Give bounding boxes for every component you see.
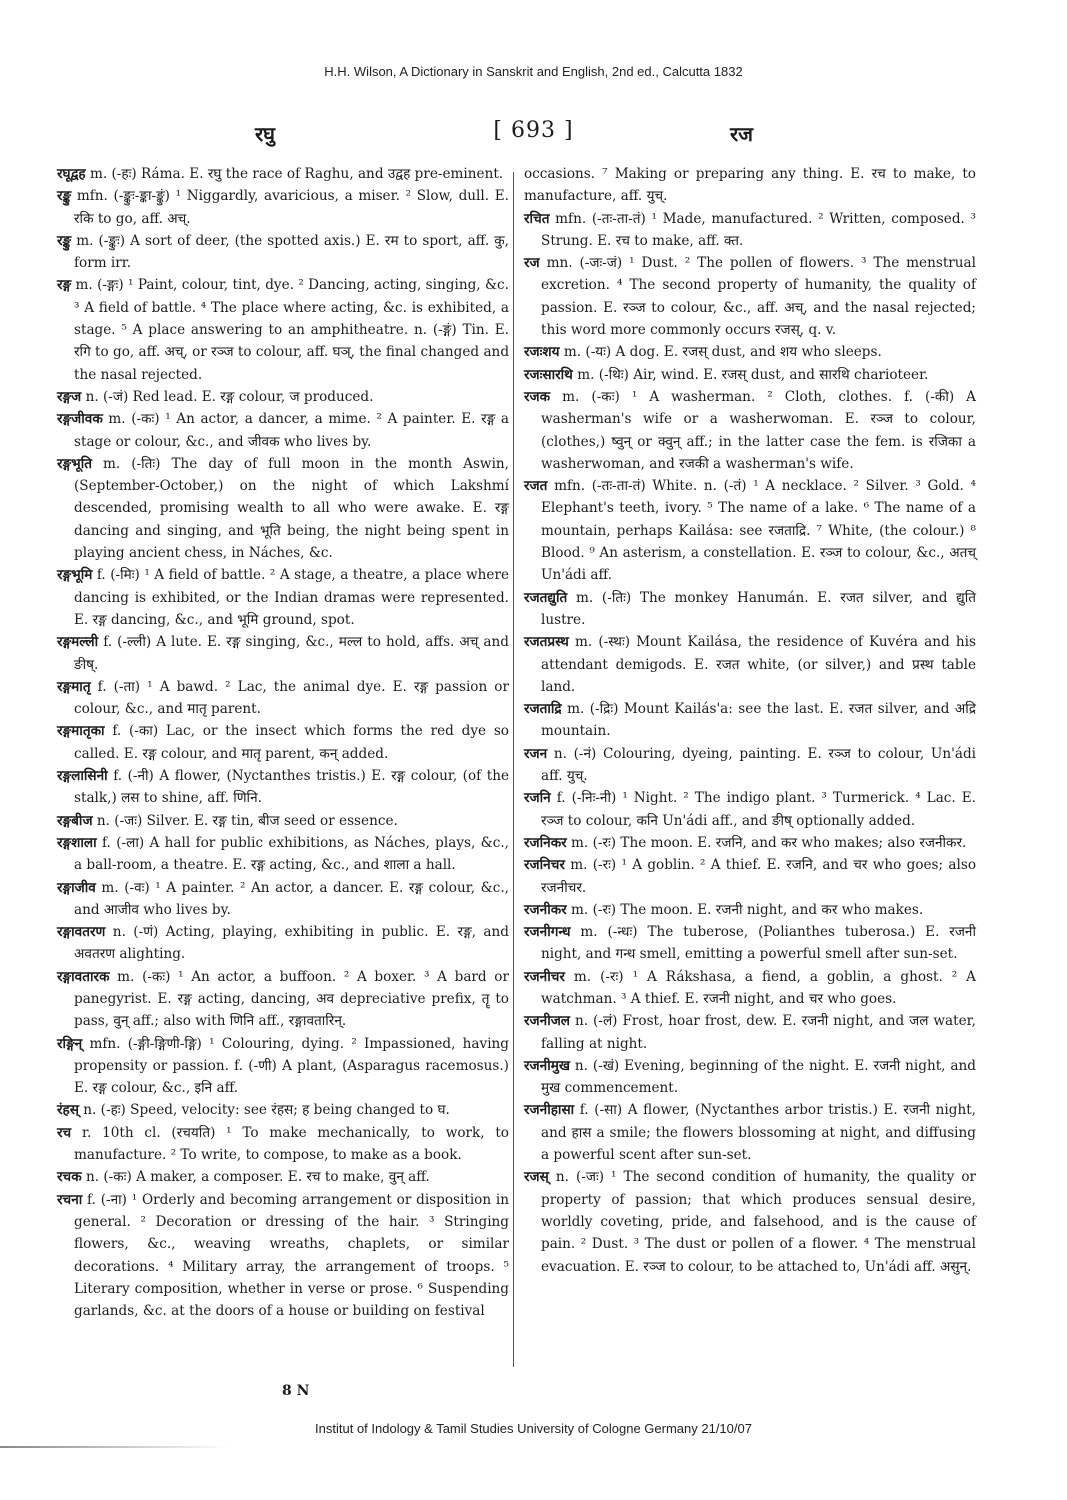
dictionary-entry	[57, 1189, 509, 1323]
entry-headword: रजत	[524, 478, 548, 495]
dictionary-entry	[524, 208, 976, 253]
entry-definition: m. (-रः) The moon. E. रजनि, and कर who makes; also रजनीकर.	[566, 834, 967, 851]
entry-definition: mfn. (-तः-ता-तं) ¹ Made, manufactured. ² Written, composed. ³ Strung. E. रच to make, aff. क्त.	[541, 210, 976, 249]
dictionary-entry	[57, 877, 509, 922]
entry-definition: mfn. (-ङ्गी-ङ्गिणी-ङ्गि) ¹ Colouring, dying. ² Impassioned, having propensity or passion. f. (-णी) A plant, (Asparagus racemosus.) E. रङ्ग colour, &c., इनि aff.	[74, 1035, 509, 1097]
entry-headword: रजनीकर	[524, 901, 567, 918]
entry-definition: f. (-ना) ¹ Orderly and becoming arrangement or disposition in general. ² Decoration or dressing of the hair. ³ Stringing flowers, &c., weaving wreaths, chaplets, or similar decorations. ⁴ Military array, the arrangement of troops. ⁵ Literary composition, whether in verse or prose. ⁶ Suspending garlands, &c. at the doors of a house or building on festival	[74, 1191, 509, 1320]
entry-headword: रज	[524, 255, 540, 272]
entry-definition: m. (-कः) ¹ A washerman. ² Cloth, clothes. f. (-की) A washerman's wife or a washerwoman. E. रञ्ज to colour, (clothes,) ष्वुन् or क्वुन् aff.; in the latter case the fem. is रजिका a washerwoman, and रजकी a washerman's wife.	[541, 388, 976, 472]
left-column	[57, 163, 509, 1322]
dictionary-entry	[524, 163, 976, 208]
dictionary-entry	[524, 832, 976, 854]
entry-definition: m. (-हः) Ráma. E. रघु the race of Raghu, and उद्वह pre-eminent.	[85, 166, 504, 182]
entry-definition: m. (-ङ्कुः) A sort of deer, (the spotted axis.) E. रम to sport, aff. कु, form irr.	[71, 232, 509, 272]
dictionary-entry	[57, 564, 509, 631]
column-divider	[513, 172, 514, 1367]
source-credit: H.H. Wilson, A Dictionary in Sanskrit and English, 2nd ed., Calcutta 1832	[324, 64, 743, 79]
dictionary-entry	[57, 921, 509, 966]
entry-definition: mfn. (-ङ्कुः-ङ्का-ङ्कुं) ¹ Niggardly, avaricious, a miser. ² Slow, dull. E. रकि to go, aff. अच्.	[71, 188, 509, 227]
digitization-credit: Institut of Indology & Tamil Studies University of Cologne Germany 21/10/07	[315, 1421, 752, 1436]
running-head	[0, 118, 1067, 148]
entry-definition: n. (-जः) Silver. E. रङ्ग tin, बीज seed or essence.	[92, 812, 398, 829]
dictionary-entry	[524, 899, 976, 921]
entry-headword: रजस्	[524, 1169, 549, 1186]
entry-headword: रङ्गावतरण	[57, 924, 106, 941]
entry-headword: रङ्कु	[57, 188, 72, 205]
entry-definition: n. (-हः) Speed, velocity: see रंहस; ह being changed to घ.	[78, 1102, 450, 1119]
entry-headword: रङ्गिन्	[57, 1035, 83, 1052]
dictionary-entry	[524, 1055, 976, 1100]
scan-edge-mark	[0, 1446, 230, 1448]
dictionary-entry	[57, 1033, 509, 1100]
entry-definition: m. (-द्रिः) Mount Kailás'a: see the last. E. रजत silver, and अद्रि mountain.	[541, 701, 976, 740]
entry-definition: f. (-ता) ¹ A bawd. ² Lac, the animal dye. E. रङ्ग passion or colour, &c., and मातृ parent.	[74, 678, 509, 718]
dictionary-entry	[57, 1099, 509, 1121]
entry-definition: f. (-निः-नी) ¹ Night. ² The indigo plant. ³ Turmerick. ⁴ Lac. E. रञ्ज to colour, कनि Un'ádi aff., and ङीष् optionally added.	[541, 790, 976, 829]
entry-definition: m. (-तिः) The monkey Hanumán. E. रजत silver, and द्युति lustre.	[541, 589, 976, 628]
dictionary-entry	[524, 1099, 976, 1166]
dictionary-entry	[524, 341, 976, 363]
entry-headword: रङ्गशाला	[57, 834, 97, 851]
entry-headword: रङ्गमल्ली	[57, 634, 99, 651]
entry-headword: रङ्गमातृ	[57, 678, 91, 695]
dictionary-entry	[524, 966, 976, 1011]
dictionary-entry	[57, 966, 509, 1033]
entry-definition: f. (-का) Lac, or the insect which forms the red dye so called. E. रङ्ग colour, and मातृ parent, कन् added.	[74, 723, 509, 762]
entry-definition: f. (-नी) A flower, (Nyctanthes tristis.) E. रङ्ग colour, (of the stalk,) लस to shine, aff. णिनि.	[74, 768, 509, 807]
running-head-left: रघु	[255, 122, 275, 146]
entry-headword: रजःसारथि	[524, 366, 573, 383]
entry-definition: occasions. ⁷ Making or preparing any thing. E. रच to make, to manufacture, aff. युच्.	[524, 166, 976, 205]
entry-definition: m. (-न्धः) The tuberose, (Polianthes tuberosa.) E. रजनी night, and गन्ध smell, emitting a powerful smell after sun-set.	[541, 924, 976, 963]
dictionary-entry	[57, 765, 509, 810]
entry-headword: रजनीहासा	[524, 1102, 575, 1119]
dictionary-entry	[57, 230, 509, 275]
entry-definition: n. (-कः) A maker, a composer. E. रच to make, वुन् aff.	[81, 1169, 430, 1186]
entry-headword: रङ्गबीज	[57, 812, 93, 829]
entry-headword: रचक	[57, 1169, 82, 1186]
dictionary-entry	[524, 475, 976, 586]
entry-definition: m. (-रः) ¹ A Rákshasa, a fiend, a goblin, a ghost. ² A watchman. ³ A thief. E. रजनी night, and चर who goes.	[541, 968, 976, 1007]
dictionary-entry	[524, 587, 976, 632]
entry-definition: m. (-रः) ¹ A goblin. ² A thief. E. रजनि, and चर who goes; also रजनीचर.	[541, 857, 976, 896]
dictionary-entry	[57, 1122, 509, 1167]
entry-headword: रजनीगन्ध	[524, 924, 571, 941]
entry-headword: रङ्गावतारक	[57, 968, 110, 985]
entry-headword: रजनीजल	[524, 1013, 571, 1030]
dictionary-entry	[524, 386, 976, 475]
entry-definition: m. (-तिः) The day of full moon in the month Aswin, (September-October,) on the night of which Lakshmí descended, promising wealth to all who were awake. E. रङ्ग dancing and singing, and भूति being, the night being spent in playing ancient chess, in Náches, &c.	[74, 455, 509, 562]
dictionary-entry	[57, 163, 509, 185]
dictionary-entry	[524, 631, 976, 698]
entry-headword: रङ्गभूति	[57, 455, 92, 472]
entry-definition: f. (-सा) A flower, (Nyctanthes arbor tristis.) E. रजनी night, and हास a smile; the flowers blossoming at night, and diffusing a powerful scent after sun-set.	[541, 1102, 976, 1164]
dictionary-entry	[57, 720, 509, 765]
entry-definition: mn. (-जः-जं) ¹ Dust. ² The pollen of flowers. ³ The menstrual excretion. ⁴ The second property of humanity, the quality of passion. E. रञ्ज to colour, &c., aff. अच्, and the nasal rejected; this word more commonly occurs रजस्, q. v.	[539, 255, 976, 339]
dictionary-entry	[57, 274, 509, 385]
dictionary-entry	[524, 743, 976, 788]
entry-headword: रजक	[524, 388, 551, 405]
signature-mark: 8 N	[282, 1383, 310, 1399]
dictionary-entry	[524, 1010, 976, 1055]
entry-headword: रङ्कु	[57, 232, 72, 249]
page-number: [ 693 ]	[493, 118, 574, 143]
running-head-right: रज	[730, 122, 754, 146]
dictionary-entry	[524, 364, 976, 386]
entry-definition: f. (-मिः) ¹ A field of battle. ² A stage, a theatre, a place where dancing is exhibited, or the Indian dramas were represented. E. रङ्ग dancing, &c., and भूमि ground, spot.	[74, 567, 509, 628]
dictionary-entry	[524, 698, 976, 743]
dictionary-entry	[524, 787, 976, 832]
dictionary-entry	[524, 854, 976, 899]
entry-headword: रचित	[524, 210, 550, 227]
entry-definition: n. (-जः) ¹ The second condition of humanity, the quality or property of passion; that which produces sensual desire, worldly coveting, pride, and falsehood, and is the cause of pain. ² Dust. ³ The dust or pollen of a flower. ⁴ The menstrual evacuation. E. रञ्ज to colour, to be attached to, Un'ádi aff. असुन्.	[541, 1169, 976, 1275]
entry-definition: f. (-ल्ली) A lute. E. रङ्ग singing, &c., मल्ल to hold, affs. अच् and ङीष्.	[74, 634, 509, 673]
entry-headword: रजःशय	[524, 344, 560, 361]
entry-definition: n. (-खं) Evening, beginning of the night. E. रजनी night, and मुख commencement.	[541, 1057, 976, 1097]
entry-headword: रजतप्रस्थ	[524, 634, 569, 651]
entry-headword: रङ्गमातृका	[57, 723, 105, 740]
entry-headword: रजनिचर	[524, 857, 565, 874]
entry-headword: रजतद्युति	[524, 589, 568, 606]
entry-headword: रङ्गाजीव	[57, 879, 96, 896]
dictionary-entry	[57, 453, 509, 564]
entry-headword: रङ्ग	[57, 277, 72, 294]
entry-definition: mfn. (-तः-ता-तं) White. n. (-तं) ¹ A necklace. ² Silver. ³ Gold. ⁴ Elephant's teeth, ivory. ⁵ The name of a lake. ⁶ The name of a mountain, perhaps Kailása: see रजताद्रि. ⁷ White, (the colour.) ⁸ Blood. ⁹ An asterism, a constellation. E. रञ्ज to colour, &c., अतच् Un'ádi aff.	[541, 478, 976, 584]
entry-definition: n. (-जं) Red lead. E. रङ्ग colour, ज produced.	[81, 388, 374, 405]
entry-headword: रचना	[57, 1191, 83, 1208]
entry-definition: m. (-कः) ¹ An actor, a buffoon. ² A boxer. ³ A bard or panegyrist. E. रङ्ग acting, dancing, अव depreciative prefix, तॄ to pass, वुन् aff.; also with णिनि aff., रङ्गावतारिन्.	[74, 968, 509, 1030]
entry-headword: रजनीचर	[524, 968, 565, 985]
entry-definition: n. (-णं) Acting, playing, exhibiting in public. E. रङ्ग, and अवतरण alighting.	[74, 924, 509, 963]
entry-headword: रजनीमुख	[524, 1057, 570, 1074]
entry-definition: m. (-थिः) Air, wind. E. रजस् dust, and सारथि charioteer.	[572, 366, 929, 383]
dictionary-entry	[57, 185, 509, 230]
entry-definition: m. (-कः) ¹ An actor, a dancer, a mime. ² A painter. E. रङ्ग a stage or colour, &c., and जीवक who lives by.	[74, 411, 509, 450]
entry-headword: रजन	[524, 745, 548, 762]
dictionary-entry	[57, 386, 509, 408]
dictionary-entry	[524, 921, 976, 966]
dictionary-entry	[57, 631, 509, 676]
entry-headword: रंहस्	[57, 1102, 79, 1119]
entry-definition: n. (-लं) Frost, hoar frost, dew. E. रजनी night, and जल water, falling at night.	[541, 1013, 976, 1052]
dictionary-entry	[57, 1166, 509, 1188]
right-column	[524, 163, 976, 1278]
entry-headword: रघूद्वह	[57, 166, 86, 182]
entry-definition: n. (-नं) Colouring, dyeing, painting. E. रञ्ज to colour, Un'ádi aff. युच्.	[541, 745, 976, 785]
entry-headword: रजनि	[524, 790, 551, 807]
entry-definition: m. (-वः) ¹ A painter. ² An actor, a dancer. E. रङ्ग colour, &c., and आजीव who lives by.	[74, 879, 509, 918]
dictionary-entry	[57, 810, 509, 832]
entry-headword: रङ्गभूमि	[57, 567, 93, 584]
dictionary-entry	[57, 832, 509, 877]
entry-headword: रङ्गलासिनी	[57, 768, 108, 785]
entry-headword: रङ्गजीवक	[57, 411, 103, 428]
entry-definition: f. (-ला) A hall for public exhibitions, as Náches, plays, &c., a ball-room, a theatre. E. रङ्ग acting, &c., and शाला a hall.	[74, 834, 509, 874]
entry-headword: रजताद्रि	[524, 701, 562, 718]
entry-definition: m. (-रः) The moon. E. रजनी night, and कर who makes.	[566, 901, 924, 918]
entry-headword: रच	[57, 1124, 72, 1141]
entry-headword: रङ्गज	[57, 388, 82, 405]
entry-definition: m. (-ङ्गः) ¹ Paint, colour, tint, dye. ² Dancing, acting, singing, &c. ³ A field of battle. ⁴ The place where acting, &c. is exhibited, a stage. ⁵ A place answering to an amphitheatre. n. (-ङ्गं) Tin. E. रगि to go, aff. अच्, or रञ्ज to colour, aff. घञ्, the final changed and the nasal rejected.	[71, 277, 510, 383]
entry-definition: r. 10th cl. (रचयति) ¹ To make mechanically, to work, to manufacture. ² To write, to compose, to make as a book.	[71, 1124, 509, 1164]
entry-headword: रजनिकर	[524, 834, 567, 851]
dictionary-entry	[524, 1166, 976, 1277]
entry-definition: m. (-यः) A dog. E. रजस् dust, and शय who sleeps.	[559, 344, 882, 361]
dictionary-entry	[57, 676, 509, 721]
dictionary-entry	[57, 408, 509, 453]
dictionary-entry	[524, 252, 976, 341]
entry-definition: m. (-स्थः) Mount Kailása, the residence of Kuvéra and his attendant demigods. E. रजत white, (or silver,) and प्रस्थ table land.	[541, 634, 976, 695]
